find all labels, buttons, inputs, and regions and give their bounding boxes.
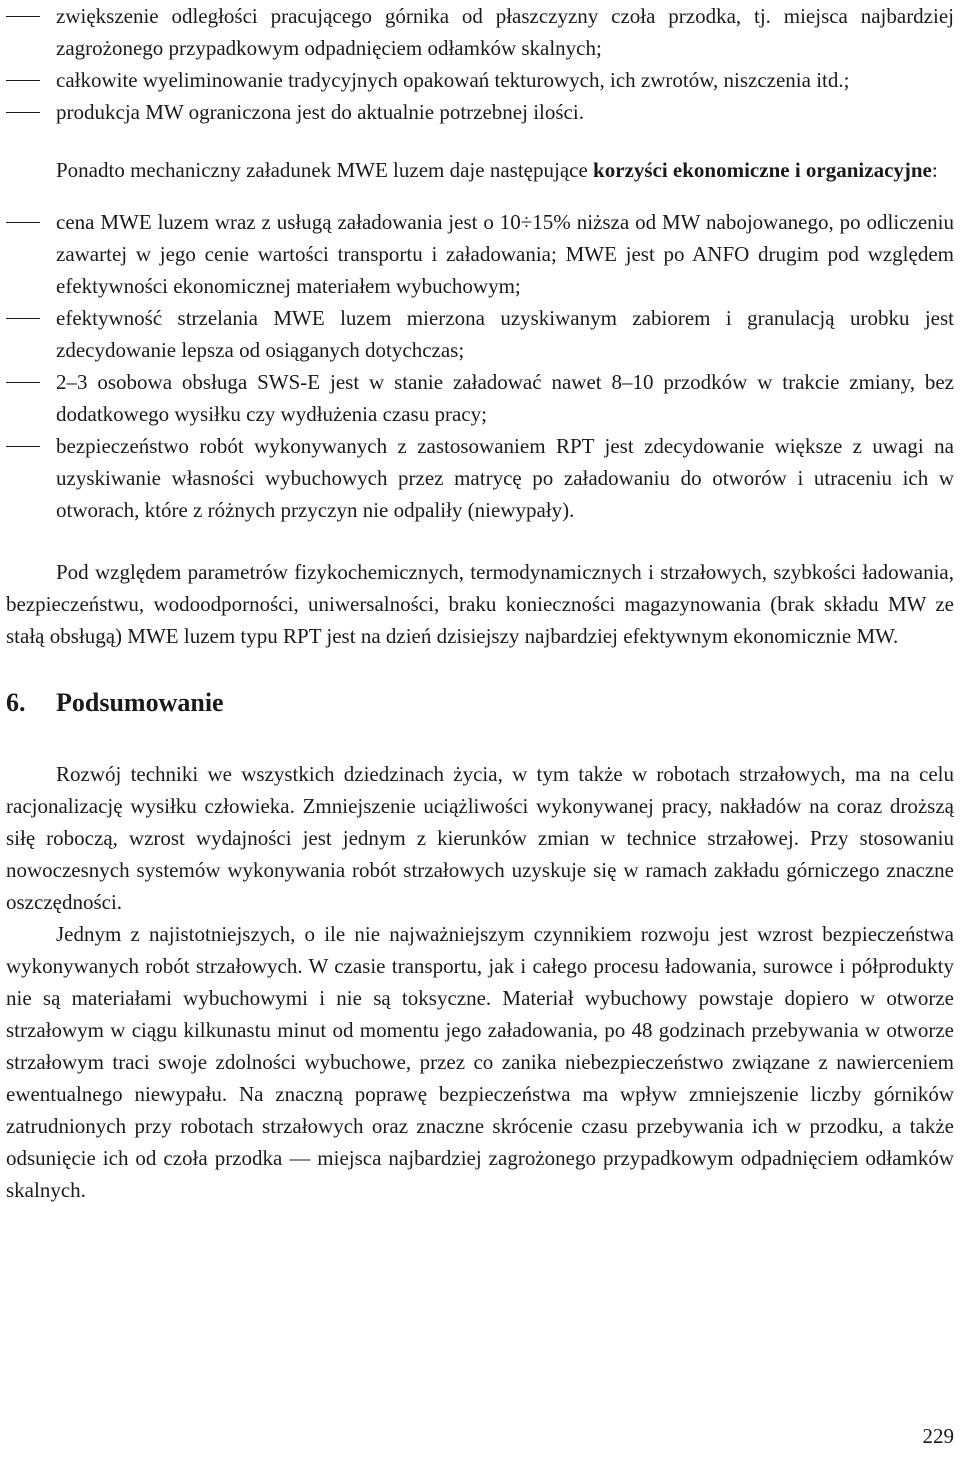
list-item: cena MWE luzem wraz z usługą załadowania jest o 10÷15% niższa od MW nabojowanego, po odliczeniu zawartej w jego cenie wartości transportu i załadowania; MWE jest po ANFO drugim pod względem efektywności ekonomicznej materiałem wybuchowym; <box>6 206 954 302</box>
benefits-list <box>6 206 954 526</box>
list-item: bezpieczeństwo robót wykonywanych z zastosowaniem RPT jest zdecydowanie większe z uwagi na uzyskiwanie własności wybuchowych przez matrycę po załadowaniu do otworów i utraceniu ich w otworach, które z różnych przyczyn nie odpaliły (niewypały). <box>6 430 954 526</box>
page-number: 229 <box>922 1424 954 1448</box>
list-item: całkowite wyeliminowanie tradycyjnych opakowań tekturowych, ich zwrotów, niszczenia itd.; <box>6 64 954 96</box>
section-heading <box>6 686 954 720</box>
list-item: efektywność strzelania MWE luzem mierzona uzyskiwanym zabiorem i granulacją urobku jest zdecydowanie lepsza od osiąganych dotychczas; <box>6 302 954 366</box>
body-paragraph: Jednym z najistotniejszych, o ile nie najważniejszym czynnikiem rozwoju jest wzrost bezpieczeństwa wykonywanych robót strzałowych. W czasie transportu, jak i całego procesu ładowania, surowce i półprodukty nie są materiałami wybuchowymi i nie są toksyczne. Materiał wybuchowy powstaje dopiero w otworze strzałowym w ciągu kilkunastu minut od momentu jego załadowania, po 48 godzinach przebywania w otworze strzałowym traci swoje zdolności wybuchowe, przez co zanika niebezpieczeństwo związane z nawierceniem ewentualnego niewypału. Na znaczną poprawę bezpieczeństwa ma wpływ zmniejszenie liczby górników zatrudnionych przy robotach strzałowych oraz znaczne skrócenie czasu przebywania ich w przodku, a także odsunięcie ich od czoła przodka — miejsca najbardziej zagrożonego przypadkowym odpadnięciem odłamków skalnych. <box>6 922 954 1202</box>
list-item: zwiększenie odległości pracującego górnika od płaszczyzny czoła przodka, tj. miejsca najbardziej zagrożonego przypadkowym odpadnięciem odłamków skalnych; <box>6 0 954 64</box>
advantages-list <box>6 0 954 128</box>
list-item: produkcja MW ograniczona jest do aktualnie potrzebnej ilości. <box>6 96 954 128</box>
intro-colon: : <box>931 158 938 182</box>
benefits-intro-paragraph <box>6 154 954 186</box>
summary-paragraph: Pod względem parametrów fizykochemicznych, termodynamicznych i strzałowych, szybkości ładowania, bezpieczeństwu, wodoodporności, uniwersalności, braku konieczności magazynowania (brak składu MW ze stałą obsługą) MWE luzem typu RPT jest na dzień dzisiejszy najbardziej efektywnym ekonomicznie MW. <box>6 560 954 648</box>
intro-text: Ponadto mechaniczny załadunek MWE luzem daje następujące <box>56 158 594 182</box>
section-title: Podsumowanie <box>56 688 224 717</box>
list-item: 2–3 osobowa obsługa SWS-E jest w stanie załadować nawet 8–10 przodków w trakcie zmiany, bez dodatkowego wysiłku czy wydłużenia czasu pracy; <box>6 366 954 430</box>
body-paragraph: Rozwój techniki we wszystkich dziedzinach życia, w tym także w robotach strzałowych, ma na celu racjonalizację wysiłku człowieka. Zmniejszenie uciążliwości wykonywanej pracy, nakładów na coraz droższą siłę roboczą, wzrost wydajności jest jednym z kierunków zmian w technice strzałowej. Przy stosowaniu nowoczesnych systemów wykonywania robót strzałowych uzyskuje się w ramach zakładu górniczego znaczne oszczędności. <box>6 762 954 914</box>
document-page <box>6 0 954 1206</box>
section-number: 6. <box>6 688 26 717</box>
intro-bold-text: korzyści ekonomiczne i organizacyjne <box>593 158 932 182</box>
